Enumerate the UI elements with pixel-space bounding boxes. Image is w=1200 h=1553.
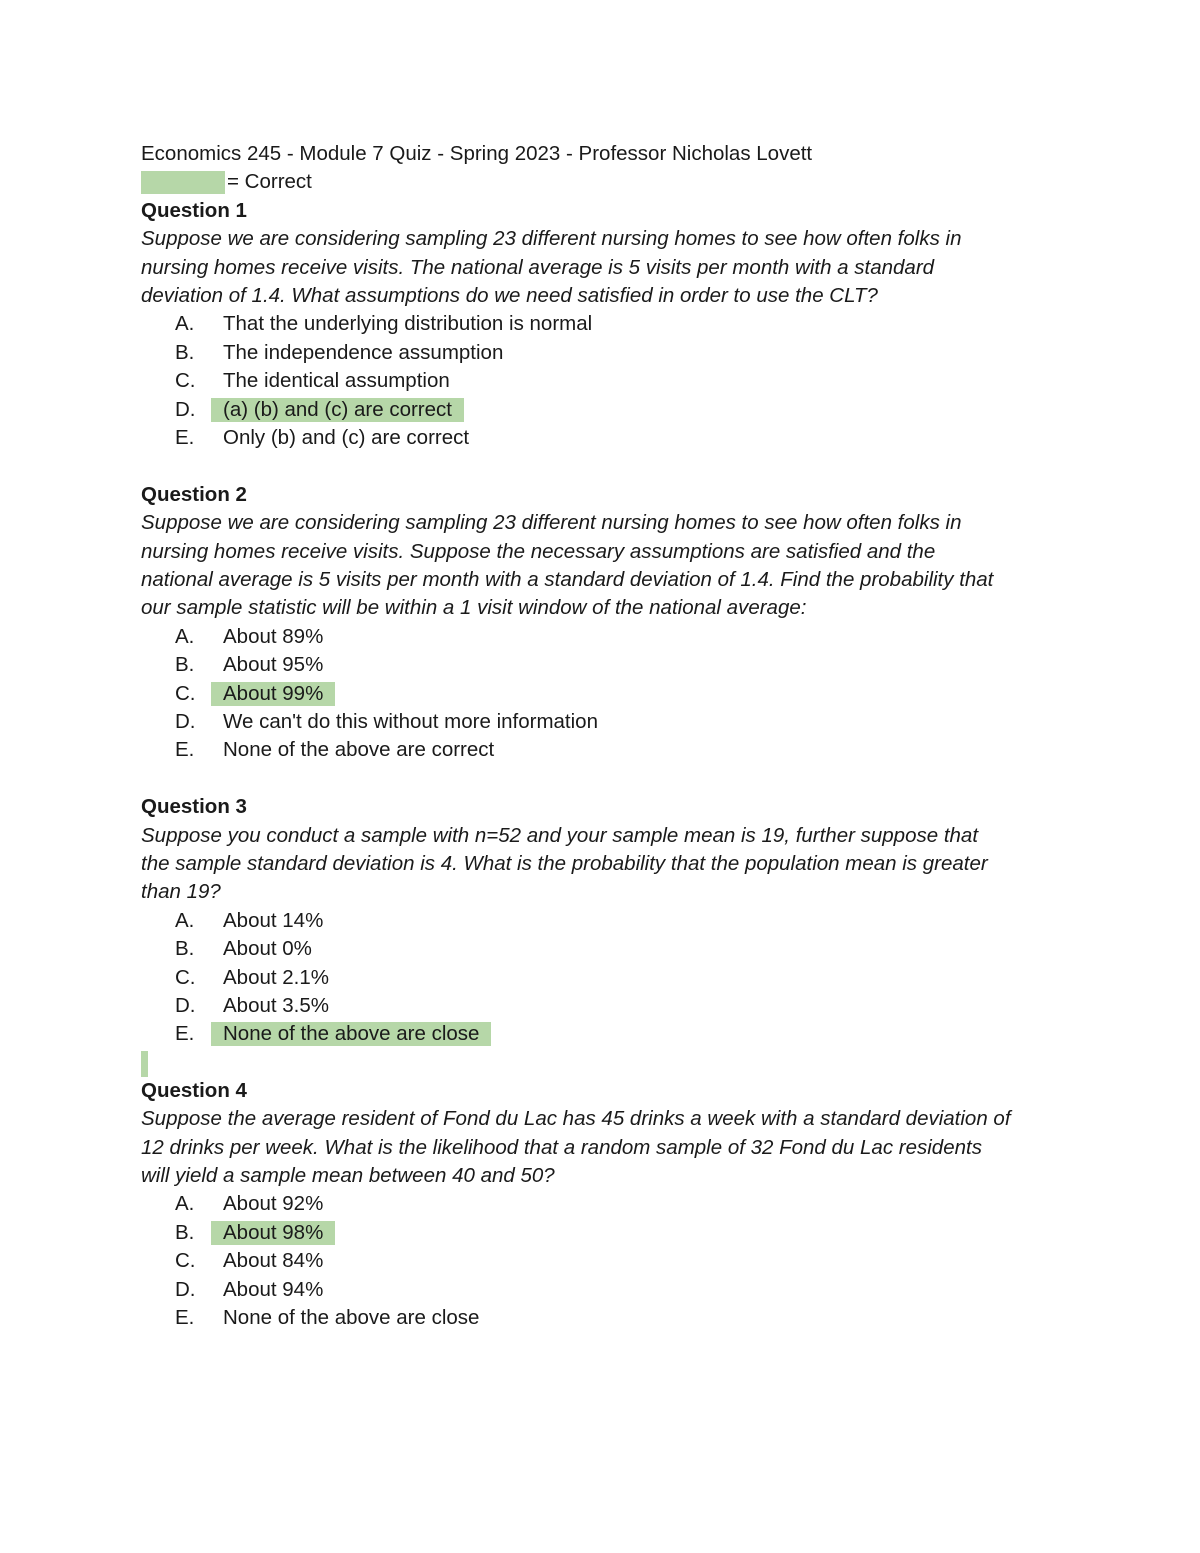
question-text — [141, 1105, 1071, 1190]
answer-option — [141, 992, 1071, 1020]
answer-option — [141, 708, 1071, 736]
answer-options — [141, 1190, 1071, 1332]
answer-options — [141, 310, 1071, 452]
option-text: None of the above are close — [223, 1305, 480, 1329]
quiz-document — [141, 140, 1071, 1332]
question-heading: Question 1 — [141, 198, 247, 222]
answer-option — [141, 1304, 1071, 1332]
question-text-line: our sample statistic will be within a 1 visit window of the national average: — [141, 596, 807, 620]
question-text-line: Suppose you conduct a sample with n=52 and your sample mean is 19, further suppose that — [141, 823, 979, 847]
question-text-line: Suppose the average resident of Fond du Lac has 45 drinks a week with a standard deviation of — [141, 1107, 1011, 1131]
option-text: About 3.5% — [223, 993, 329, 1017]
answer-option — [141, 310, 1071, 338]
option-letter: A. — [175, 1192, 195, 1216]
option-text: About 89% — [223, 624, 324, 648]
option-letter: E. — [175, 1305, 195, 1329]
answer-option — [141, 1247, 1071, 1275]
question-heading: Question 4 — [141, 1078, 247, 1102]
answer-option-correct — [141, 396, 1071, 424]
answer-option — [141, 651, 1071, 679]
answer-option-correct — [141, 1219, 1071, 1247]
answer-option — [141, 367, 1071, 395]
answer-options — [141, 623, 1071, 765]
question-text-line: Suppose we are considering sampling 23 different nursing homes to see how often folks in — [141, 511, 962, 535]
answer-options — [141, 907, 1071, 1049]
option-letter: C. — [175, 681, 196, 705]
question-heading: Question 2 — [141, 482, 247, 506]
option-letter: A. — [175, 908, 195, 932]
question-text-line: deviation of 1.4. What assumptions do we need satisfied in order to use the CLT? — [141, 284, 878, 308]
option-text: About 99% — [211, 682, 335, 706]
option-letter: A. — [175, 312, 195, 336]
question-text — [141, 822, 1071, 907]
option-letter: D. — [175, 1277, 196, 1301]
question-heading: Question 3 — [141, 795, 247, 819]
option-letter: C. — [175, 369, 196, 393]
question-2 — [141, 481, 1071, 793]
answer-option — [141, 1190, 1071, 1218]
answer-option — [141, 964, 1071, 992]
option-letter: D. — [175, 709, 196, 733]
option-letter: B. — [175, 653, 195, 677]
option-letter: C. — [175, 965, 196, 989]
option-text: Only (b) and (c) are correct — [223, 426, 470, 449]
option-text: That the underlying distribution is normal — [223, 312, 593, 336]
question-text-line: will yield a sample mean between 40 and 50? — [141, 1163, 555, 1187]
option-text: About 84% — [223, 1249, 324, 1273]
option-letter: B. — [175, 937, 195, 961]
answer-option — [141, 339, 1071, 367]
option-text: About 2.1% — [223, 965, 329, 989]
answer-option — [141, 424, 1071, 452]
option-text: About 14% — [223, 908, 324, 932]
option-text: The identical assumption — [223, 369, 450, 393]
option-text: About 94% — [223, 1277, 324, 1301]
answer-option — [141, 935, 1071, 963]
option-text: None of the above are correct — [223, 738, 495, 762]
answer-option-correct — [141, 1020, 1071, 1048]
answer-option — [141, 1276, 1071, 1304]
option-text: We can't do this without more information — [223, 709, 598, 733]
question-text-line: national average is 5 visits per month with a standard deviation of 1.4. Find the probability that — [141, 568, 994, 591]
answer-option-correct — [141, 680, 1071, 708]
option-text: About 92% — [223, 1192, 324, 1216]
correct-legend — [141, 168, 1071, 196]
option-letter: D. — [175, 993, 196, 1017]
blank-line — [141, 452, 1071, 480]
answer-option — [141, 907, 1071, 935]
option-text: About 0% — [223, 937, 312, 961]
question-text-line: 12 drinks per week. What is the likelihood that a random sample of 32 Fond du Lac residents — [141, 1135, 982, 1159]
option-text: The independence assumption — [223, 340, 504, 364]
option-letter: A. — [175, 624, 195, 648]
question-text-line: nursing homes receive visits. Suppose the necessary assumptions are satisfied and the — [141, 539, 936, 563]
answer-option — [141, 736, 1071, 764]
option-letter: B. — [175, 340, 195, 364]
question-text-line: Suppose we are considering sampling 23 different nursing homes to see how often folks in — [141, 227, 962, 251]
question-3 — [141, 793, 1071, 1077]
answer-option — [141, 623, 1071, 651]
option-letter: E. — [175, 738, 195, 762]
option-letter: E. — [175, 1022, 195, 1046]
option-text: (a) (b) and (c) are correct — [211, 398, 464, 422]
question-text-line: than 19? — [141, 880, 221, 904]
question-1 — [141, 197, 1071, 481]
correct-highlight-swatch — [141, 171, 225, 194]
question-list — [141, 197, 1071, 1333]
question-text — [141, 509, 1071, 623]
option-letter: C. — [175, 1249, 196, 1273]
question-4 — [141, 1077, 1071, 1333]
blank-line — [141, 765, 1071, 793]
option-letter: D. — [175, 397, 196, 421]
question-text — [141, 225, 1071, 310]
option-letter: B. — [175, 1220, 195, 1244]
question-text-line: nursing homes receive visits. The national average is 5 visits per month with a standard — [141, 255, 935, 279]
option-letter: E. — [175, 426, 195, 449]
highlight-marker — [141, 1051, 148, 1077]
option-text: About 95% — [223, 653, 324, 677]
legend-label: = Correct — [227, 170, 312, 194]
option-text: None of the above are close — [211, 1022, 491, 1046]
document-title: Economics 245 - Module 7 Quiz - Spring 2023 - Professor Nicholas Lovett — [141, 142, 813, 165]
question-text-line: the sample standard deviation is 4. What is the probability that the population mean is greater — [141, 851, 988, 875]
option-text: About 98% — [211, 1221, 335, 1245]
